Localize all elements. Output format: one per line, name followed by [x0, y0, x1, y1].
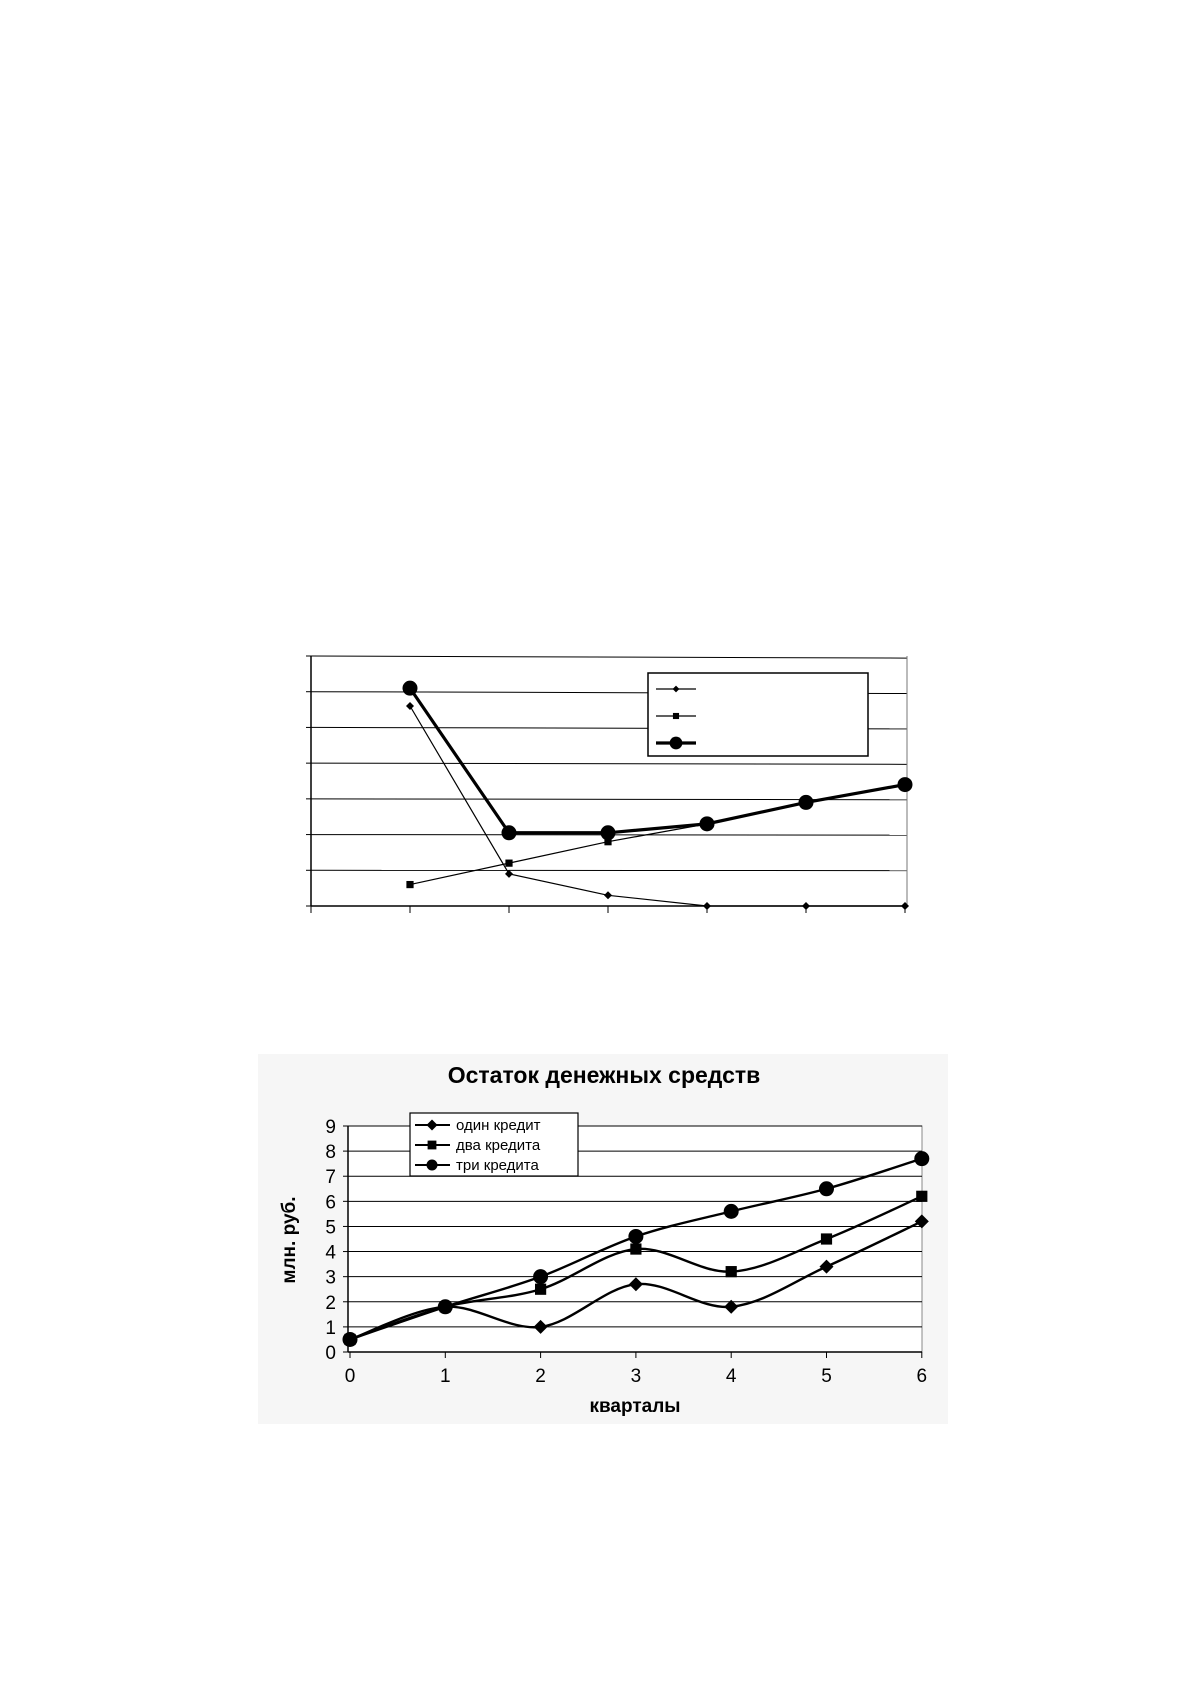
chart-2-y-tick-label: 6: [325, 1192, 336, 1214]
chart-1-series-3-point: [799, 795, 814, 810]
chart-2-x-axis-label: кварталы: [589, 1396, 681, 1417]
chart-1-series-1-point: [802, 902, 810, 910]
chart-2-x-tick-label: 6: [916, 1366, 928, 1387]
chart-1-gridline: [311, 763, 907, 764]
chart-2-series-3-point: [533, 1269, 548, 1284]
chart-2-x-tick-label: 1: [440, 1366, 451, 1387]
chart-1-series-1-point: [406, 702, 414, 710]
chart-2-series-3-point: [628, 1229, 643, 1244]
chart-2-legend-label: один кредит: [456, 1117, 541, 1134]
chart-1-series-3-point: [898, 777, 913, 792]
chart-2-series-3-point: [724, 1204, 739, 1219]
chart-1-gridline: [311, 656, 907, 658]
chart-2-x-tick-label: 5: [821, 1366, 832, 1387]
chart-2-legend-swatch-marker: [427, 1160, 438, 1171]
chart-2-series-3-point: [438, 1299, 453, 1314]
chart-1-series-3-point: [502, 825, 517, 840]
chart-2-y-tick-label: 3: [325, 1267, 336, 1289]
chart-1: [306, 656, 913, 913]
chart-2-y-tick-label: 1: [325, 1317, 336, 1339]
chart-1-series-2-point: [505, 860, 512, 867]
chart-1-series-1-point: [901, 902, 909, 910]
chart-2-y-tick-label: 4: [325, 1242, 336, 1264]
chart-2-series-2-point: [726, 1266, 737, 1277]
chart-2-series-2-point: [916, 1191, 927, 1202]
chart-2-series-3-point: [914, 1151, 929, 1166]
chart-2-legend-swatch-marker: [428, 1141, 437, 1150]
chart-2-series-3-point: [819, 1181, 834, 1196]
chart-2-y-tick-label: 9: [325, 1117, 336, 1138]
chart-2-series-2-point: [821, 1233, 832, 1244]
chart-2-title: Остаток денежных средств: [447, 1062, 761, 1088]
chart-2-y-tick-label: 5: [325, 1217, 336, 1239]
chart-1-series-1-point: [505, 870, 513, 878]
chart-2-legend-label: три кредита: [456, 1157, 539, 1174]
chart-1-legend-swatch-marker: [670, 737, 683, 750]
chart-1-series-3-point: [700, 816, 715, 831]
chart-1-series-3-point: [601, 825, 616, 840]
chart-2-series-2-point: [630, 1243, 641, 1254]
chart-2-y-tick-label: 0: [325, 1343, 336, 1364]
chart-2: [258, 1054, 948, 1424]
chart-2-x-tick-label: 3: [630, 1366, 642, 1387]
chart-2-series-2-point: [535, 1284, 546, 1295]
chart-2-x-tick-label: 4: [725, 1366, 737, 1387]
chart-2-x-tick-label: 0: [344, 1366, 356, 1387]
chart-1-series-3-point: [403, 681, 418, 696]
chart-2-y-tick-label: 8: [325, 1142, 336, 1164]
chart-2-series-3-point: [343, 1332, 358, 1347]
chart-2-y-tick-label: 7: [325, 1167, 336, 1189]
chart-1-legend-swatch-marker: [673, 713, 679, 719]
chart-2-x-tick-label: 2: [535, 1366, 546, 1387]
chart-1-series-2-point: [406, 881, 413, 888]
chart-1-series-1-point: [604, 891, 612, 899]
chart-2-y-tick-label: 2: [325, 1292, 336, 1314]
chart-2-y-axis-label: млн. руб.: [279, 1196, 300, 1284]
chart-1-series-1-point: [703, 902, 711, 910]
chart-2-legend-label: два кредита: [456, 1137, 541, 1154]
